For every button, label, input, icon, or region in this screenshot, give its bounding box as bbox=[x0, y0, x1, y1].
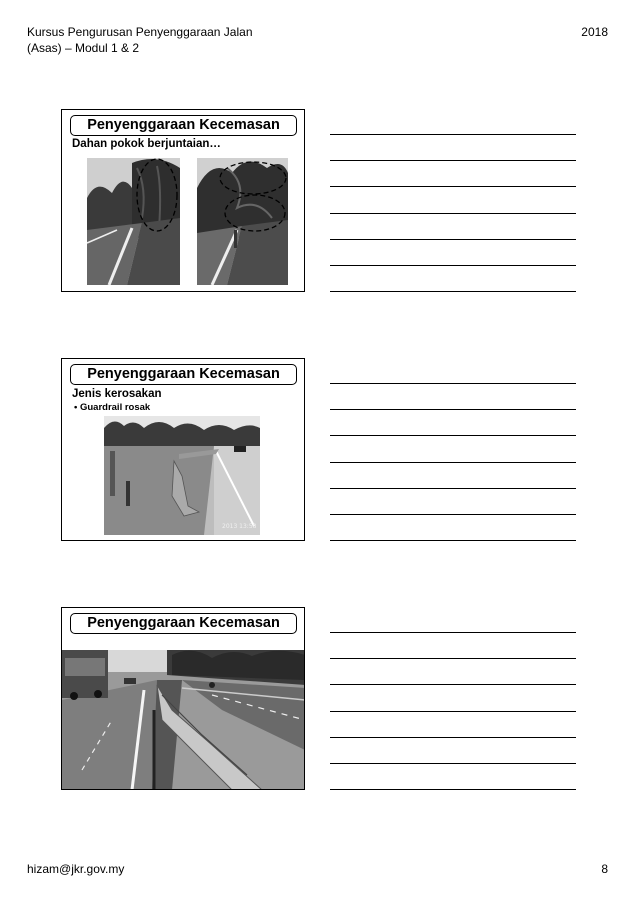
slide-2-photo bbox=[104, 416, 260, 535]
note-line bbox=[330, 514, 576, 515]
slide-2 bbox=[61, 358, 305, 541]
note-line bbox=[330, 684, 576, 685]
note-line bbox=[330, 789, 576, 790]
note-line bbox=[330, 737, 576, 738]
course-title-line1: Kursus Pengurusan Penyenggaraan Jalan bbox=[27, 25, 253, 39]
course-title bbox=[27, 24, 327, 56]
note-line bbox=[330, 435, 576, 436]
note-line bbox=[330, 409, 576, 410]
slide-2-bullet-text: Guardrail rosak bbox=[79, 402, 151, 413]
page-number: 8 bbox=[601, 862, 608, 876]
note-line bbox=[330, 632, 576, 633]
note-line bbox=[330, 291, 576, 292]
note-line bbox=[330, 711, 576, 712]
course-title-line2: (Asas) – Modul 1 & 2 bbox=[27, 41, 140, 55]
photo-timestamp: 2013 13:58 bbox=[222, 523, 257, 530]
slide-2-bullet bbox=[74, 402, 150, 413]
note-line bbox=[330, 186, 576, 187]
note-line bbox=[330, 213, 576, 214]
slide-1-photo-left bbox=[87, 158, 180, 285]
slide-3 bbox=[61, 607, 305, 790]
slide-1-subtitle: Dahan pokok berjuntaian… bbox=[72, 138, 221, 150]
note-line bbox=[330, 383, 576, 384]
slide-1-title: Penyenggaraan Kecemasan bbox=[70, 115, 297, 136]
slide-2-title: Penyenggaraan Kecemasan bbox=[70, 364, 297, 385]
bullet-dot-icon: • bbox=[74, 402, 78, 413]
note-line bbox=[330, 265, 576, 266]
slide-1-photo-right bbox=[197, 158, 288, 285]
slide-3-photo bbox=[62, 650, 305, 790]
note-line bbox=[330, 763, 576, 764]
note-line bbox=[330, 540, 576, 541]
footer-email: hizam@jkr.gov.my bbox=[27, 862, 125, 876]
slide-3-title: Penyenggaraan Kecemasan bbox=[70, 613, 297, 634]
header-year: 2018 bbox=[581, 25, 608, 39]
note-line bbox=[330, 239, 576, 240]
note-line bbox=[330, 462, 576, 463]
note-line bbox=[330, 488, 576, 489]
note-line bbox=[330, 658, 576, 659]
slide-2-subtitle: Jenis kerosakan bbox=[72, 388, 162, 400]
note-line bbox=[330, 134, 576, 135]
note-line bbox=[330, 160, 576, 161]
slide-1 bbox=[61, 109, 305, 292]
